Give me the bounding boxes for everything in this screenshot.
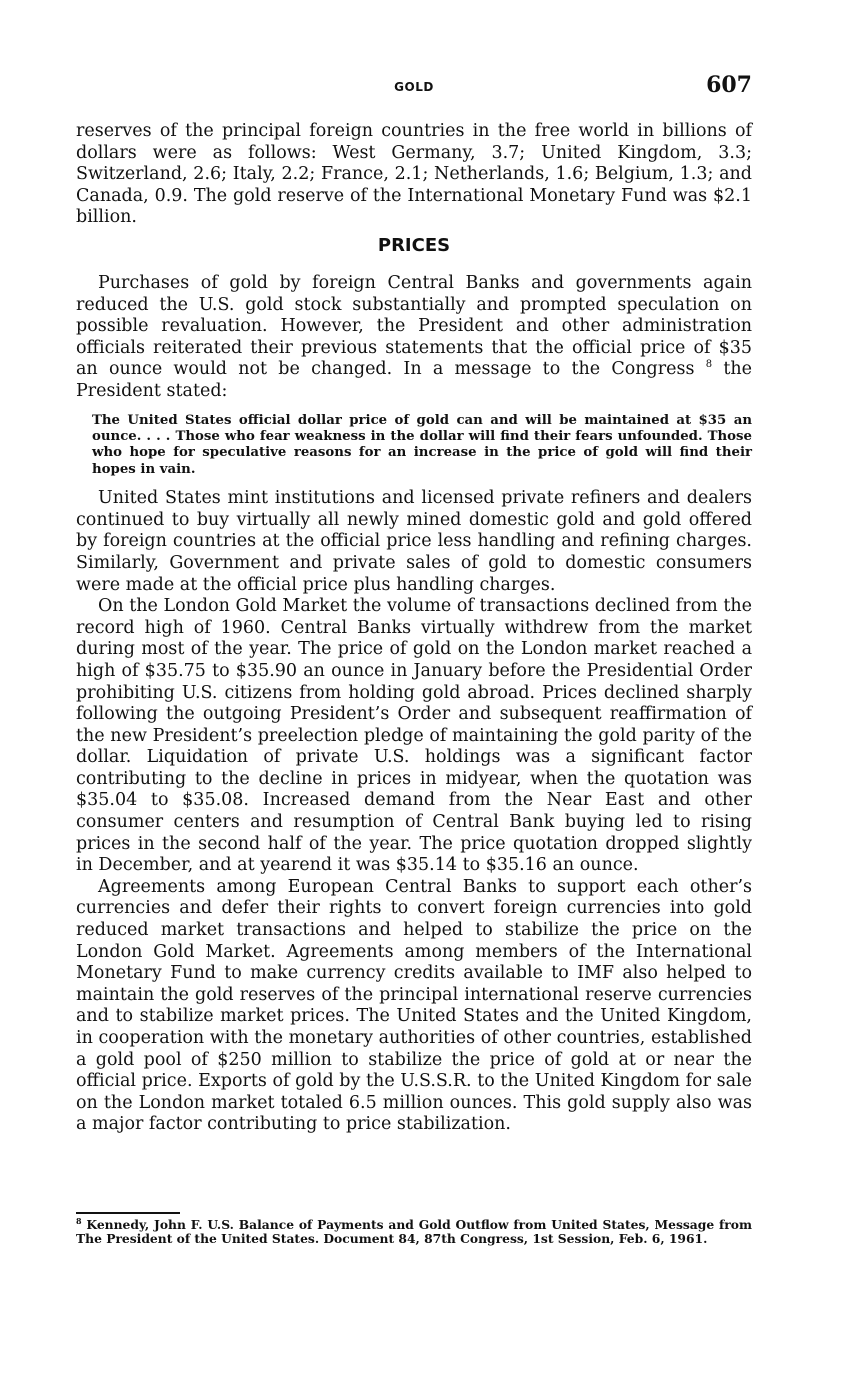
- paragraph-mint-institutions: United States mint institutions and licensed private refiners and dealers continued to buy virtually all newly mined domestic gold and gold offered by foreign countries at the official price less handling and refining charges. Similarly, Government and private sales of gold to domestic consumers were made at the official price plus handling charges.: [76, 488, 752, 595]
- paragraph-agreements: Agreements among European Central Banks to support each other’s currencies and defer their rights to convert foreign currencies into gold reduced market transactions and helped to stabilize the price on the London Gold Market. Agreements among members of the International Monetary Fund to make currency credits available to IMF also helped to maintain the gold reserves of the principal international reserve currencies and to stabilize market prices. The United States and the United Kingdom, in cooperation with the monetary authorities of other countries, established a gold pool of $250 million to stabilize the price of gold at or near the official price. Exports of gold by the U.S.S.R. to the United Kingdom for sale on the London market totaled 6.5 million ounces. This gold supply also was a major factor contributing to price stabilization.: [76, 876, 752, 1135]
- paragraph-purchases-end: the President stated:: [76, 359, 752, 401]
- paragraph-purchases: [76, 273, 752, 403]
- page-number: 607: [706, 72, 752, 98]
- footnote: [76, 1218, 752, 1246]
- footnote-text: Kennedy, John F. U.S. Balance of Payments and Gold Outflow from United States, Message from The President of the United States. Document 84, 87th Congress, 1st Session, Feb. 6, 1961.: [76, 1217, 752, 1247]
- running-head: [76, 72, 752, 102]
- footnote-reference: 8: [705, 359, 713, 371]
- block-quotation: The United States official dollar price of gold can and will be maintained at $35 an ounce. . . . Those who fear weakness in the dollar will find their fears unfounded. Those who hope for speculative reasons for an increase in the price of gold will find their hopes in vain.: [92, 412, 752, 477]
- paragraph-london-market: On the London Gold Market the volume of transactions declined from the record high of 1960. Central Banks virtually withdrew from the market during most of the year. The price of gold on the London market reached a high of $35.75 to $35.90 an ounce in January before the Presidential Order prohibiting U.S. citizens from holding gold abroad. Prices declined sharply following the outgoing President’s Order and subsequent reaffirmation of the new President’s preelection pledge of maintaining the gold parity of the dollar. Liquidation of private U.S. holdings was a significant factor contributing to the decline in prices in midyear, when the quotation was $35.04 to $35.08. Increased demand from the Near East and other consumer centers and resumption of Central Bank buying led to rising prices in the second half of the year. The price quotation dropped slightly in December, and at yearend it was $35.14 to $35.16 an ounce.: [76, 596, 752, 876]
- footnote-divider: [76, 1212, 180, 1214]
- running-title: GOLD: [394, 80, 434, 94]
- footnote-marker: 8: [76, 1216, 82, 1226]
- paragraph-purchases-text: Purchases of gold by foreign Central Banks and governments again reduced the U.S. gold stock substantially and prompted speculation on possible revaluation. However, the President and other administration officials reiterated their previous statements that the official price of $35 an ounce would not be changed. In a message to the Congress: [76, 272, 752, 380]
- section-heading-prices: PRICES: [377, 234, 451, 256]
- intro-paragraph: reserves of the principal foreign countries in the free world in billions of dollars were as follows: West Germany, 3.7; United Kingdom, 3.3; Switzerland, 2.6; Italy, 2.2; France, 2.1; Netherlands, 1.6; Belgium, 1.3; and Canada, 0.9. The gold reserve of the International Monetary Fund was $2.1 billion.: [76, 121, 752, 228]
- body-text: [76, 121, 752, 1136]
